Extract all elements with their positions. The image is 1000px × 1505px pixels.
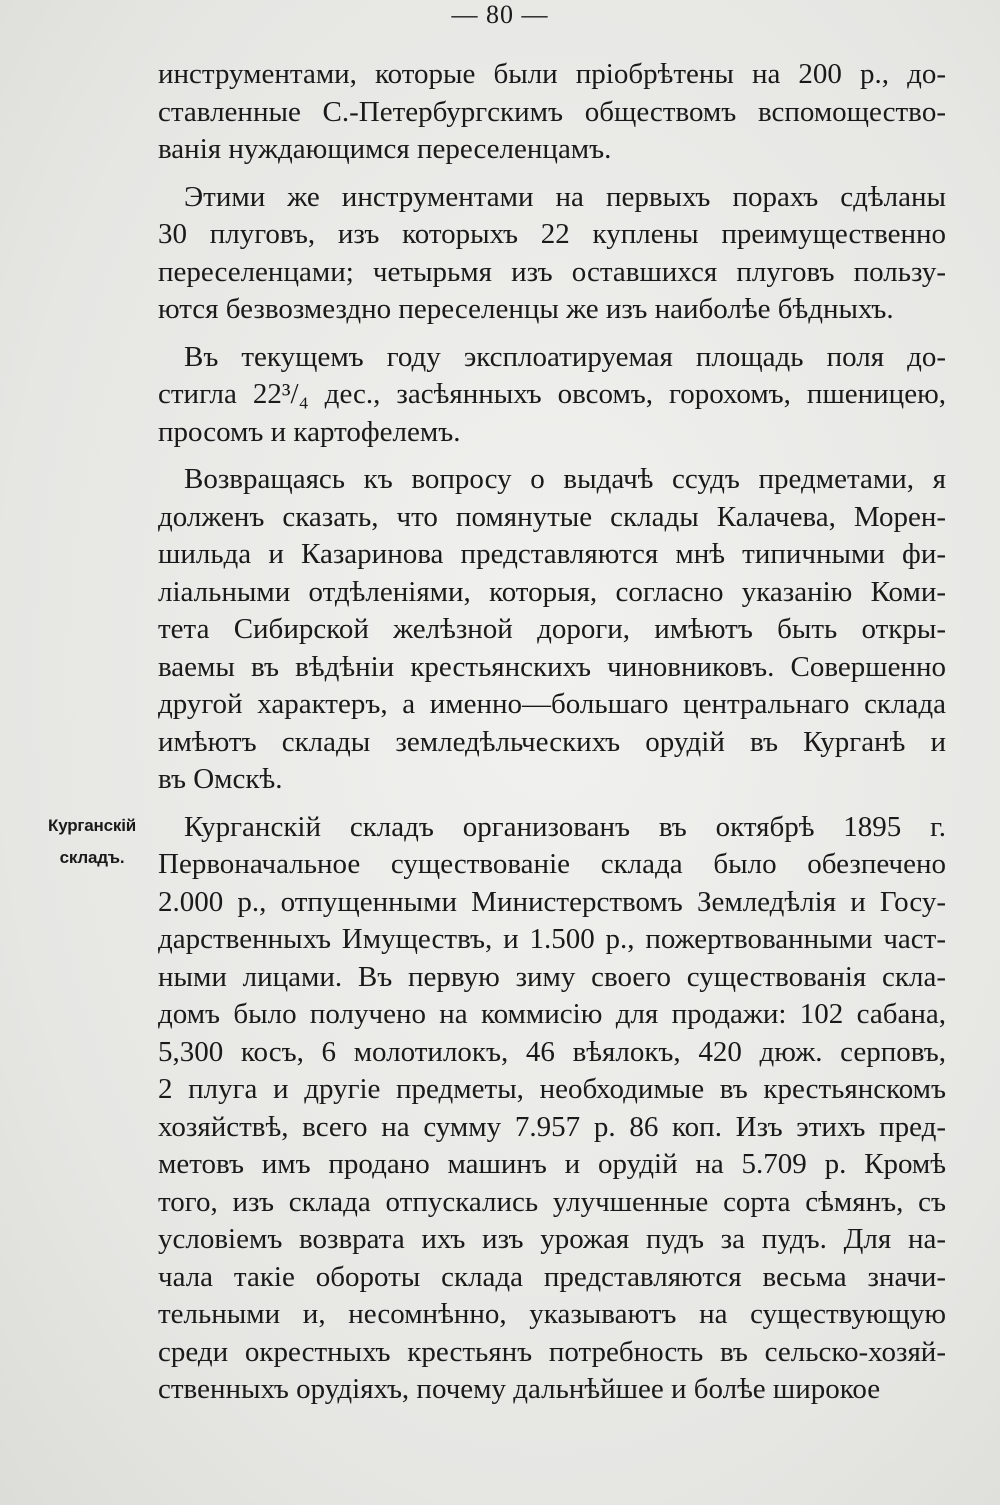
text-line: Возвращаясь къ вопросу о выдачѣ ссудъ предметами, я	[184, 463, 946, 495]
text-line: 2 плуга и другіе предметы, необходимые въ крестьянскомъ	[158, 1073, 946, 1105]
paragraph	[158, 56, 946, 169]
text-line: условіемъ возврата ихъ изъ урожая пудъ за пудъ. Для на-	[158, 1223, 946, 1255]
text-line: долженъ сказать, что помянутые склады Калачева, Морен-	[158, 500, 946, 533]
text-line: ванія нуждающимся переселенцамъ.	[158, 133, 612, 165]
text-line: просомъ и картофелемъ.	[158, 415, 461, 448]
text-line: метовъ имъ продано машинъ и орудій на 5.709 р. Кромѣ	[158, 1148, 946, 1180]
text-line: ются безвозмездно переселенцы же изъ наиболѣе бѣдныхъ.	[158, 293, 894, 325]
text-line: шильда и Казаринова представляются мнѣ типичными фи-	[158, 538, 946, 570]
text-line: Первоначальное существованіе склада было обезпечено	[158, 848, 946, 880]
text-line: 5,300 косъ, 6 молотилокъ, 46 вѣялокъ, 420 дюж. серповъ,	[158, 1035, 946, 1068]
side-note-line: складъ.	[59, 848, 125, 867]
text-line: имѣютъ склады земледѣльческихъ орудій въ Курганѣ и	[158, 725, 946, 758]
paragraph	[158, 461, 946, 799]
text-line: тельными и, несомнѣнно, указываютъ на существующую	[158, 1298, 946, 1330]
side-note-line: Курганскій	[48, 816, 136, 835]
text-line: инструментами, которые были пріобрѣтены на 200 р., до-	[158, 58, 946, 90]
text-line: среди окрестныхъ крестьянъ потребность въ сельско-хозяй-	[158, 1335, 946, 1368]
text-line: ными лицами. Въ первую зиму своего существованія скла-	[158, 960, 946, 993]
text-line: 30 плуговъ, изъ которыхъ 22 куплены преимущественно	[158, 218, 946, 250]
text-line: Этими же инструментами на первыхъ порахъ сдѣланы	[184, 180, 946, 213]
page-number: — 80 —	[451, 0, 549, 29]
text-line: въ Омскѣ.	[158, 763, 283, 795]
text-line: ваемы въ вѣдѣніи крестьянскихъ чиновниковъ. Совершенно	[158, 650, 946, 683]
paragraph	[158, 809, 946, 1409]
text-line: ственныхъ орудіяхъ, почему дальнѣйшее и болѣе широкое	[158, 1373, 881, 1405]
text-line: переселенцами; четырьмя изъ оставшихся плуговъ пользу-	[158, 255, 946, 288]
text-line: домъ было получено на коммисію для продажи: 102 сабана,	[158, 998, 946, 1030]
text-line: того, изъ склада отпускались улучшенные сорта сѣмянъ, съ	[158, 1185, 946, 1218]
paragraph	[158, 339, 946, 452]
text-line: дарственныхъ Имуществъ, и 1.500 р., пожертвованными част-	[158, 923, 946, 955]
side-note	[42, 810, 142, 874]
text-line: ставленные С.-Петербургскимъ обществомъ вспомоществo-	[158, 95, 946, 128]
paragraph	[158, 179, 946, 329]
text-line: чала такіе обороты склада представляются весьма значи-	[158, 1260, 946, 1293]
text-line: 2.000 р., отпущенными Министерствомъ Земледѣлія и Госу-	[158, 885, 946, 918]
text-line: хозяйствѣ, всего на сумму 7.957 р. 86 коп. Изъ этихъ пред-	[158, 1110, 946, 1143]
text-line: другой характеръ, а именно—большаго центральнаго склада	[158, 688, 946, 720]
text-line: тета Сибирской желѣзной дороги, имѣютъ быть откры-	[158, 613, 946, 645]
text-line: ліальными отдѣленіями, которыя, согласно указанію Коми-	[158, 575, 946, 608]
text-line: Курганскій складъ организованъ въ октябрѣ 1895 г.	[184, 810, 946, 843]
body-text	[158, 56, 946, 1409]
text-line: стигла 22³/₄ дес., засѣянныхъ овсомъ, горохомъ, пшеницею,	[158, 378, 946, 410]
text-line: Въ текущемъ году эксплоатируемая площадь поля до-	[184, 340, 946, 373]
